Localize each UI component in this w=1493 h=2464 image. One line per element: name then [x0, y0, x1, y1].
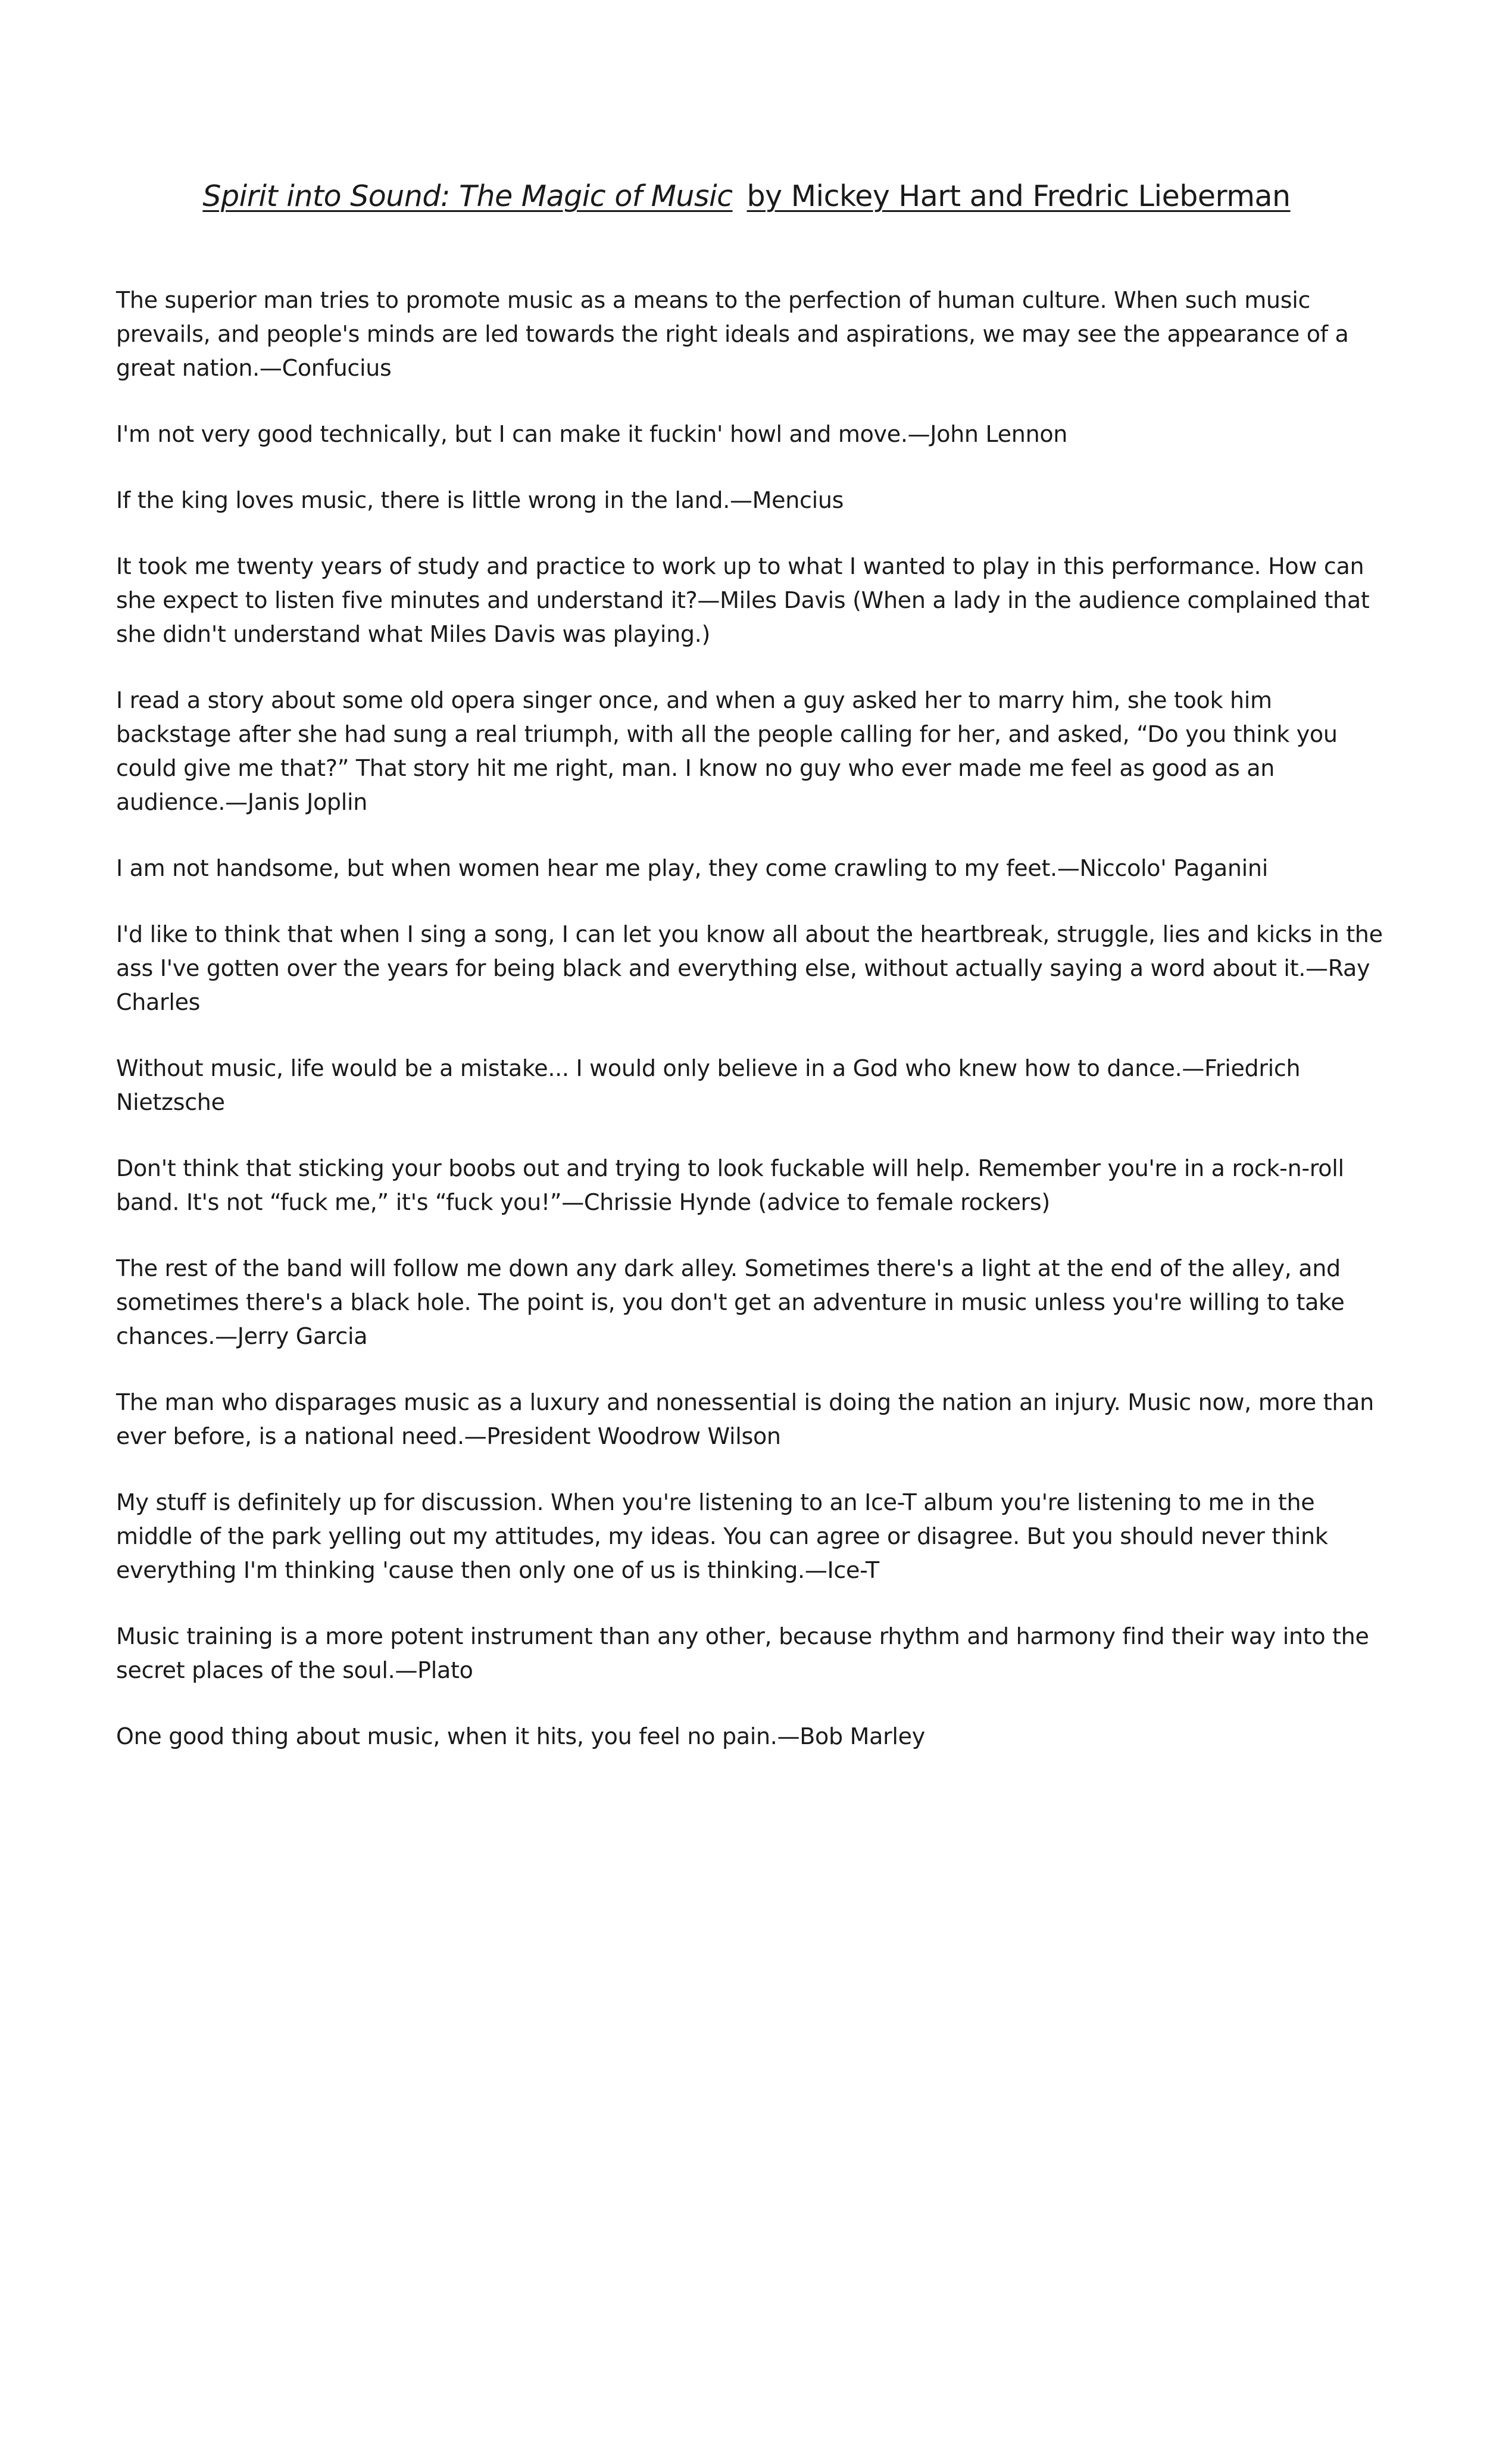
book-title: Spirit into Sound: The Magic of Music	[202, 179, 733, 213]
quote-paganini: I am not handsome, but when women hear me play, they come crawling to my feet.—Niccolo' Paganini	[116, 855, 1268, 881]
quote-chrissie-hynde: Don't think that sticking your boobs out and trying to look fuckable will help. Remember you're in a rock-n-roll band. It's not “fuck me,” it's “fuck you!”—Chrissie Hynde (advice to female rockers)	[116, 1155, 1344, 1215]
quote-plato: Music training is a more potent instrument than any other, because rhythm and harmony find their way into the secret places of the soul.—Plato	[116, 1623, 1369, 1683]
quote-woodrow-wilson: The man who disparages music as a luxury and nonessential is doing the nation an injury. Music now, more than ever before, is a national need.—President Woodrow Wilson	[116, 1389, 1374, 1449]
quote-bob-marley: One good thing about music, when it hits, you feel no pain.—Bob Marley	[116, 1723, 925, 1749]
quote-john-lennon: I'm not very good technically, but I can make it fuckin' howl and move.—John Lennon	[116, 421, 1068, 447]
quote-list	[116, 283, 1390, 1754]
page-title	[0, 176, 1493, 217]
quote-mencius: If the king loves music, there is little wrong in the land.—Mencius	[116, 487, 844, 513]
quote-nietzsche: Without music, life would be a mistake... I would only believe in a God who knew how to dance.—Friedrich Nietzsche	[116, 1055, 1301, 1115]
quote-janis-joplin: I read a story about some old opera singer once, and when a guy asked her to marry him, she took him backstage after she had sung a real triumph, with all the people calling for her, and asked, “Do you think you could give me that?” That story hit me right, man. I know no guy who ever made me feel as good as an audience.—Janis Joplin	[116, 687, 1338, 815]
quote-miles-davis: It took me twenty years of study and practice to work up to what I wanted to play in this performance. How can she expect to listen five minutes and understand it?—Miles Davis (When a lady in the audience complained that she didn't understand what Miles Davis was playing.)	[116, 553, 1370, 647]
quote-ice-t: My stuff is definitely up for discussion. When you're listening to an Ice-T album you're listening to me in the middle of the park yelling out my attitudes, my ideas. You can agree or disagree. But you should never think everything I'm thinking 'cause then only one of us is thinking.—Ice-T	[116, 1489, 1328, 1583]
quote-ray-charles: I'd like to think that when I sing a song, I can let you know all about the heartbreak, struggle, lies and kicks in the ass I've gotten over the years for being black and everything else, without actually saying a word about it.—Ray Charles	[116, 921, 1383, 1015]
book-authors: by Mickey Hart and Fredric Lieberman	[746, 179, 1291, 213]
quote-jerry-garcia: The rest of the band will follow me down any dark alley. Sometimes there's a light at the end of the alley, and sometimes there's a black hole. The point is, you don't get an adventure in music unless you're willing to take chances.—Jerry Garcia	[116, 1255, 1345, 1349]
quote-confucius: The superior man tries to promote music as a means to the perfection of human culture. When such music prevails, and people's minds are led towards the right ideals and aspirations, we may see the appearance of a great nation.—Confucius	[116, 287, 1349, 381]
